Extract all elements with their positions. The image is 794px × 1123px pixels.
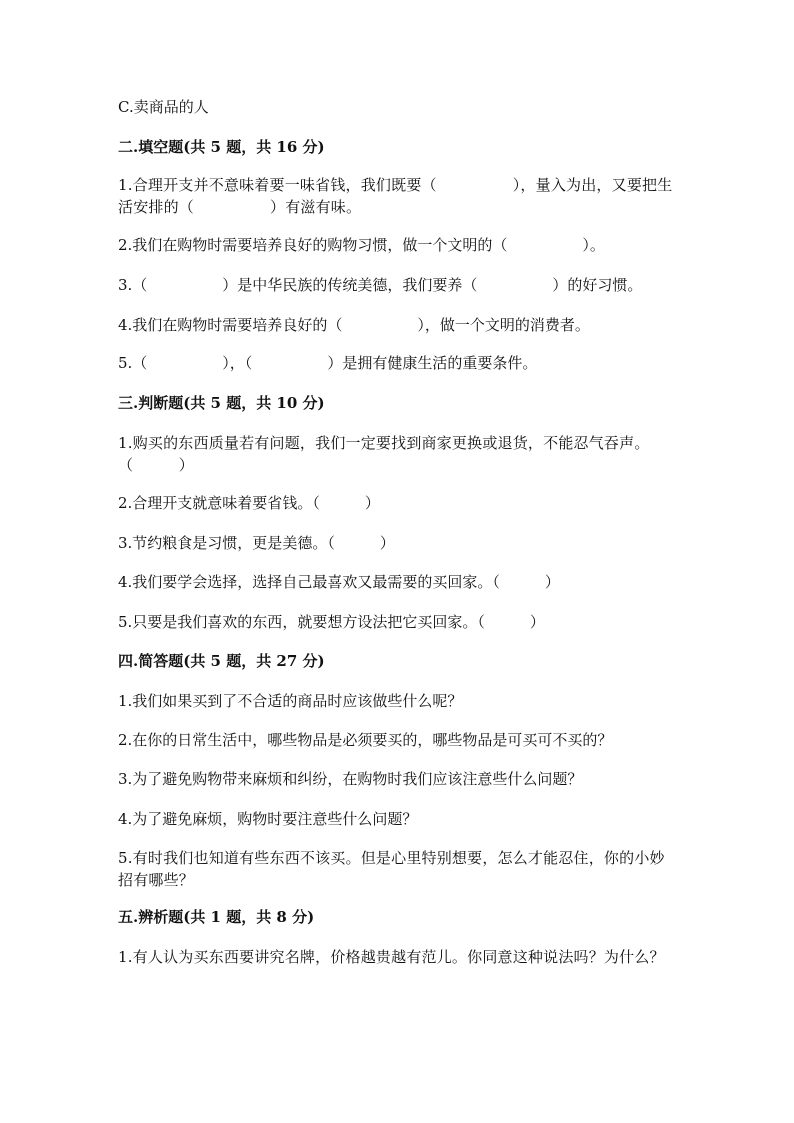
section-heading-analysis: 五.辨析题(共 1 题，共 8 分) (118, 908, 315, 926)
fill-blank-question-4: 4.我们在购物时需要培养良好的（ ），做一个文明的消费者。 (118, 316, 590, 334)
option-c: C.卖商品的人 (118, 98, 209, 116)
short-answer-question-1: 1.我们如果买到了不合适的商品时应该做些什么呢？ (118, 692, 463, 710)
true-false-question-5: 5.只要是我们喜欢的东西，就要想方设法把它买回家。（ ） (118, 613, 545, 631)
section-heading-true-false: 三.判断题(共 5 题，共 10 分) (118, 394, 325, 412)
true-false-question-1: 1.购买的东西质量若有问题，我们一定要找到商家更换或退货，不能忍气吞声。（ ） (118, 434, 650, 474)
short-answer-question-3: 3.为了避免购物带来麻烦和纠纷，在购物时我们应该注意些什么问题？ (118, 770, 583, 788)
fill-blank-question-2: 2.我们在购物时需要培养良好的购物习惯，做一个文明的（ ）。 (118, 236, 605, 254)
fill-blank-question-1: 1.合理开支并不意味着要一味省钱，我们既要（ ），量入为出，又要把生活安排的（ ）有滋有味。 (118, 176, 673, 216)
true-false-question-2: 2.合理开支就意味着要省钱。（ ） (118, 494, 380, 512)
true-false-question-3: 3.节约粮食是习惯，更是美德。（ ） (118, 534, 395, 552)
true-false-question-4: 4.我们要学会选择，选择自己最喜欢又最需要的买回家。（ ） (118, 573, 560, 591)
analysis-question-1: 1.有人认为买东西要讲究名牌，价格越贵越有范儿。你同意这种说法吗？为什么？ (118, 948, 665, 966)
section-heading-short-answer: 四.简答题(共 5 题，共 27 分) (118, 652, 325, 670)
short-answer-question-4: 4.为了避免麻烦，购物时要注意些什么问题？ (118, 810, 418, 828)
fill-blank-question-5: 5.（ ），（ ）是拥有健康生活的重要条件。 (118, 354, 538, 372)
short-answer-question-5: 5.有时我们也知道有些东西不该买。但是心里特别想要，怎么才能忍住，你的小妙招有哪些？ (118, 849, 665, 889)
short-answer-question-2: 2.在你的日常生活中，哪些物品是必须要买的，哪些物品是可买可不买的？ (118, 731, 613, 749)
fill-blank-question-3: 3.（ ）是中华民族的传统美德，我们要养（ ）的好习惯。 (118, 276, 643, 294)
section-heading-fill-blank: 二.填空题(共 5 题，共 16 分) (118, 138, 325, 156)
